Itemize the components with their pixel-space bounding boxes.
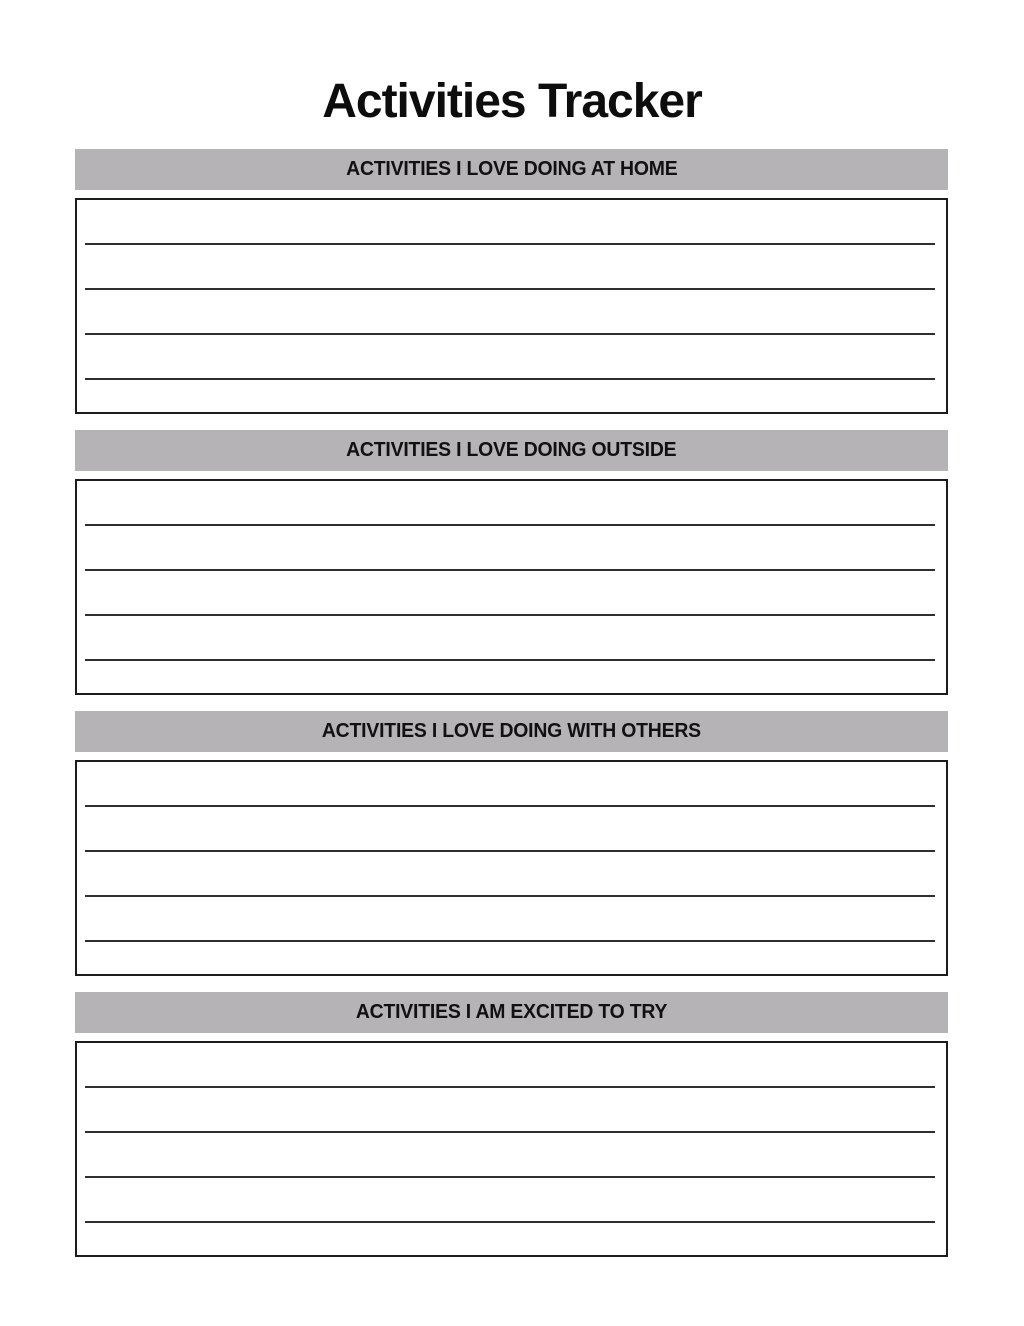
writing-line	[85, 1043, 935, 1088]
writing-line	[85, 1088, 935, 1133]
writing-area-outside	[75, 479, 948, 695]
writing-line	[85, 290, 935, 335]
writing-line	[85, 616, 935, 661]
section-header-try	[75, 992, 948, 1033]
writing-line	[85, 1178, 935, 1223]
writing-line	[85, 571, 935, 616]
page-title: Activities Tracker	[322, 75, 702, 128]
writing-area-home	[75, 198, 948, 414]
writing-line	[85, 897, 935, 942]
writing-line	[85, 335, 935, 380]
writing-line	[85, 762, 935, 807]
section-activities-outside	[75, 430, 948, 695]
writing-area-try	[75, 1041, 948, 1257]
writing-line	[85, 852, 935, 897]
section-header-with-others	[75, 711, 948, 752]
writing-line	[85, 200, 935, 245]
writing-line	[85, 245, 935, 290]
section-activities-with-others	[75, 711, 948, 976]
section-header-outside-label: ACTIVITIES I LOVE DOING OUTSIDE	[346, 439, 677, 461]
writing-area-with-others	[75, 760, 948, 976]
section-header-outside	[75, 430, 948, 471]
section-header-with-others-label: ACTIVITIES I LOVE DOING WITH OTHERS	[321, 720, 702, 742]
section-header-home-label: ACTIVITIES I LOVE DOING AT HOME	[345, 158, 678, 180]
writing-line	[85, 526, 935, 571]
section-header-home	[75, 149, 948, 190]
writing-line	[85, 481, 935, 526]
section-activities-try	[75, 992, 948, 1257]
writing-line	[85, 1133, 935, 1178]
section-header-try-label: ACTIVITIES I AM EXCITED TO TRY	[355, 1001, 668, 1023]
writing-line	[85, 807, 935, 852]
section-activities-home	[75, 149, 948, 414]
